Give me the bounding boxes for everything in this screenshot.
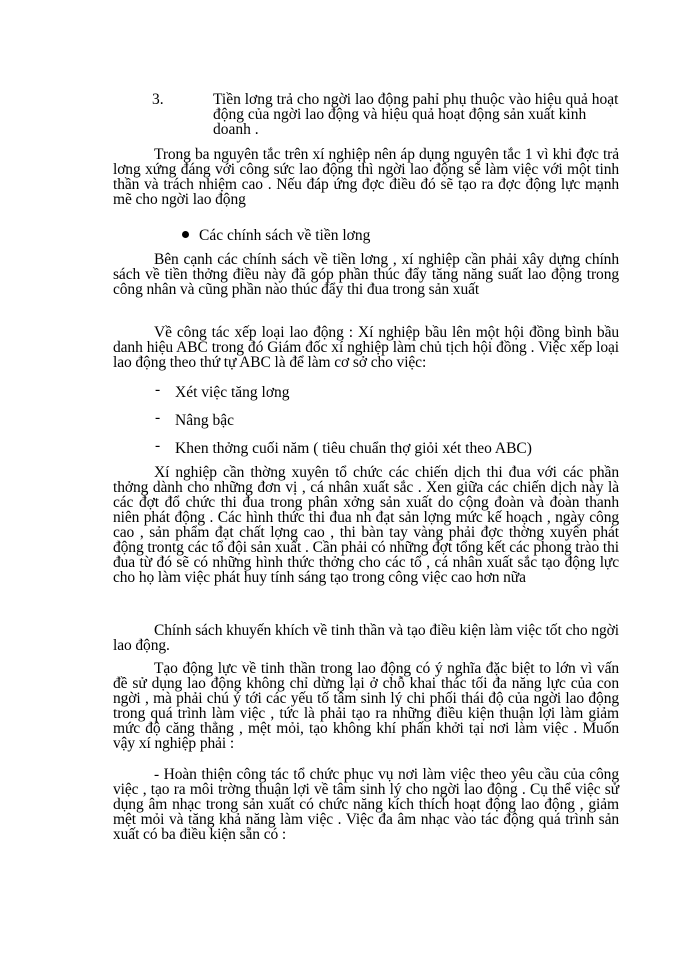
list-item-text: Xét việc tăng lơng	[175, 384, 290, 401]
bullet-icon	[182, 231, 189, 238]
dash-icon: -	[155, 381, 161, 398]
paragraph-principles: Trong ba nguyên tắc trên xí nghiệp nên áp dụng nguyên tắc 1 vì khi đợc trả lơng xứng đáng với công sức lao động thì ngời lao động sẽ làm việc với một tinh thần và trách nhiệm cao . Nếu đáp ứng đợc điều đó sẽ tạo ra đợc động lực mạnh mẽ cho ngời lao động	[113, 146, 619, 208]
item-number: 3.	[152, 91, 164, 108]
item-text: Tiền lơng trả cho ngời lao động pahỉ phụ thuộc vào hiệu quả hoạt động của ngời lao động và hiệu quả hoạt động sản xuất kinh doanh .	[213, 91, 619, 138]
list-item-text: Khen thởng cuối năm ( tiêu chuẩn thợ giỏi xét theo ABC)	[175, 440, 532, 457]
list-item-text: Nâng bậc	[175, 412, 234, 429]
paragraph-spiritual-policy: Chính sách khuyến khích về tinh thần và tạo điều kiện làm việc tốt cho ngời lao động.	[113, 622, 619, 654]
paragraph-bonus-policy: Bên cạnh các chính sách về tiền lơng , xí nghiệp cần phải xây dựng chính sách về tiền thởng điều này đã góp phần thúc đẩy tăng năng suất lao động trong công nhân và cũng phần nào thúc đẩy thi đua trong sản xuất	[113, 251, 619, 298]
bullet-heading-text: Các chính sách về tiền lơng	[199, 227, 371, 244]
dash-icon: -	[155, 437, 161, 454]
paragraph-emulation: Xí nghiệp cần thờng xuyên tổ chức các chiến dịch thi đua với các phần thởng dành cho những đơn vị , cá nhân xuất sắc . Xen giữa các chiến dịch này là các đợt đổ chức thi đua trong phân xởng sản xuất do cộng đoàn và đoàn thanh niên phát động . Các hình thức thi đua nh đạt sản lợng mức kế hoạch , ngày công cao , sản phẩm đạt chất lợng cao , thi bàn tay vàng phải đợc thờng xuyên phát động trontg các tổ đội sản xuất . Cần phải có những đợt tổng kết các phong trào thi đua từ đó sẽ có những hình thức thởng cho các tổ , cá nhân xuất sắc tạo động lực cho họ làm việc phát huy tính sáng tạo trong công việc cao hơn nữa	[113, 464, 619, 586]
paragraph-workplace: - Hoàn thiện công tác tổ chức phục vụ nơi làm việc theo yêu cầu của công việc , tạo ra môi trờng thuận lợi về tâm sinh lý cho ngời lao động . Cụ thể việc sử dụng âm nhạc trong sản xuất có chức năng kích thích hoạt động lao động , giảm mệt mỏi và tăng khả năng làm việc . Việc đa âm nhạc vào tác động quá trình sản xuất có ba điều kiện sẵn có :	[113, 766, 619, 843]
bullet-heading	[199, 228, 370, 243]
paragraph-labor-ranking: Về công tác xếp loại lao động : Xí nghiệp bầu lên một hội đồng bình bầu danh hiệu ABC trong đó Giám đốc xí nghiệp làm chủ tịch hội đồng . Việc xếp loại lao động theo thứ tự ABC là để làm cơ sở cho việc:	[113, 324, 619, 371]
dash-icon: -	[155, 409, 161, 426]
paragraph-spiritual-motivation: Tạo động lực về tinh thần trong lao động có ý nghĩa đặc biệt to lớn vì vấn đề sử dụng lao động không chỉ dừng lại ở chỗ khai thác tối đa năng lực của con ngời , mà phải chú ý tới các yếu tố tâm sinh lý chi phối thái độ của ngời lao động trong quá trình làm việc , tức là phải tạo ra những điều kiện thuận lợi làm giảm mức độ căng thẳng , mệt mỏi, tạo không khí phấn khởi tại nơi làm việc . Muốn vậy xí nghiệp phải :	[113, 660, 619, 752]
